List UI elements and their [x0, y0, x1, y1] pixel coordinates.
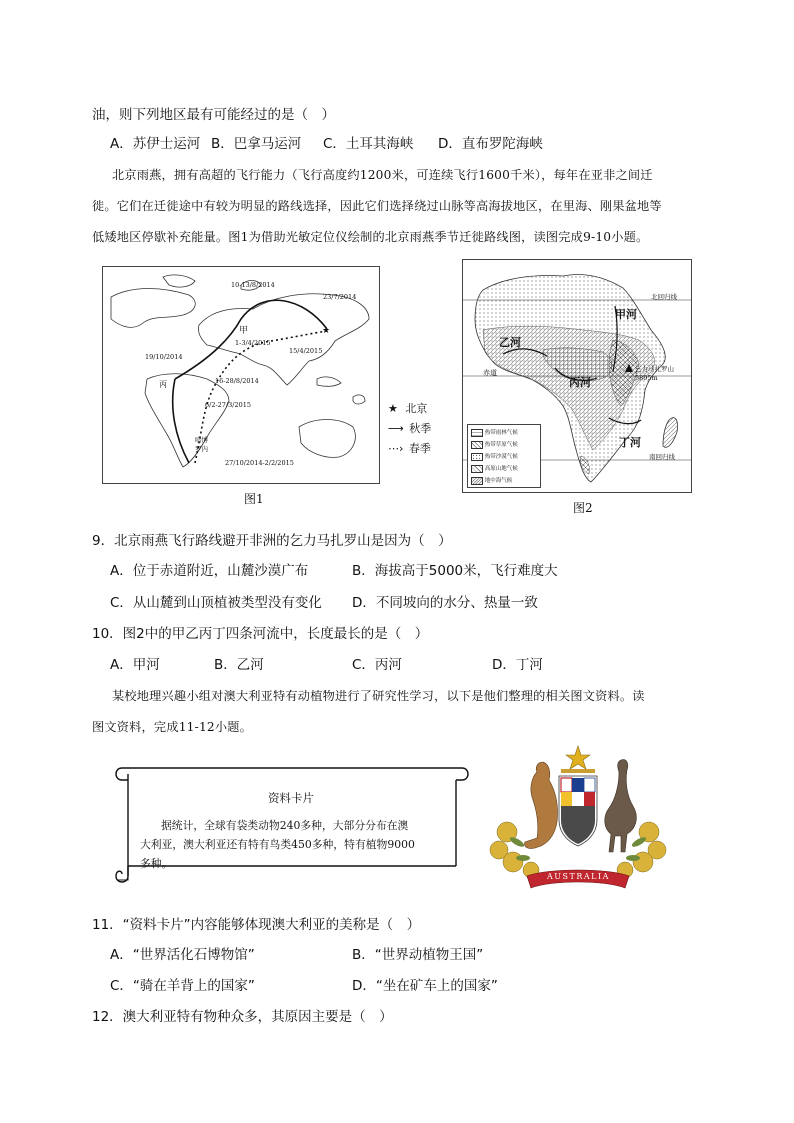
fig2-legend-item: 热带草原气候 [471, 440, 518, 449]
q10-option-a[interactable]: A．甲河 [110, 657, 160, 673]
fig1-date-1: 10-13/8/2014 [231, 281, 275, 289]
resource-card-scroll [108, 762, 473, 888]
q11-option-a[interactable]: A．“世界活化石博物馆” [110, 947, 255, 963]
resource-card-title: 资料卡片 [268, 791, 314, 805]
q12-stem: 12．澳大利亚特有物种众多，其原因主要是（ ） [92, 1009, 393, 1025]
fig2-line-tropic-capricorn: 南回归线 [649, 453, 675, 461]
fig1-date-3: 1-3/4/2015 [235, 339, 271, 347]
q11-option-b[interactable]: B．“世界动植物王国” [352, 947, 484, 963]
fig2-river-jia: 甲河 [615, 308, 637, 321]
q8-stem-tail: 油，则下列地区最有可能经过的是（ ） [92, 107, 335, 123]
fig2-legend-item: 地中海气候 [471, 476, 512, 485]
q11-option-c[interactable]: C．“骑在羊背上的国家” [110, 978, 255, 994]
resource-card-line-3: 多种。 [140, 857, 173, 870]
fig2-line-equator: 赤道 [483, 369, 497, 377]
q9-option-a[interactable]: A．位于赤道附近，山麓沙漠广布 [110, 563, 309, 579]
fig2-legend [467, 424, 541, 488]
passage1-line-1: 北京雨燕，拥有高超的飞行能力（飞行高度约1200米，可连续飞行1600千米），每年在亚非之间迁 [112, 168, 653, 182]
fig2-legend-item: 高原山地气候 [471, 464, 518, 473]
fig1-date-4: 19/10/2014 [145, 353, 183, 361]
fig1-place-gaborone: 哈博罗内 [195, 436, 208, 453]
fig1-date-6: 16-28/8/2014 [215, 377, 259, 385]
solid-arrow-icon: ⟶ [388, 422, 404, 435]
passage2-line-2: 图文资料，完成11-12小题。 [92, 720, 253, 734]
fig2-river-yi: 乙河 [499, 336, 521, 349]
q8-option-a[interactable]: A．苏伊士运河 [110, 136, 201, 152]
fig2-river-bing: 丙河 [569, 376, 591, 389]
fig2-mountain-label: 乞力马扎罗山 [635, 365, 674, 373]
q9-option-c[interactable]: C．从山麓到山顶植被类型没有变化 [110, 595, 322, 611]
passage2-line-1: 某校地理兴趣小组对澳大利亚特有动植物进行了研究性学习，以下是他们整理的相关图文资料。读 [112, 689, 645, 703]
passage1-line-2: 徙。它们在迁徙途中有较为明显的路线选择，因此它们选择绕过山脉等高海拔地区，在里海、刚果盆地等 [92, 199, 662, 213]
figure-2-caption: 图2 [573, 501, 593, 515]
fig1-place-jia: 甲 [239, 326, 249, 336]
q8-option-c[interactable]: C．土耳其海峡 [323, 136, 414, 152]
figure-1-migration-map [102, 266, 380, 484]
q11-option-d[interactable]: D．“坐在矿车上的国家” [352, 978, 498, 994]
fig1-date-5: 15/4/2015 [289, 347, 323, 355]
fig1-place-bing: 丙 [159, 380, 167, 389]
fig1-legend [388, 400, 448, 460]
q9-option-b[interactable]: B．海拔高于5000米，飞行难度大 [352, 563, 558, 579]
svg-text:★: ★ [322, 326, 331, 336]
fig2-elevation-label: 5895m [635, 374, 658, 382]
q8-option-b[interactable]: B．巴拿马运河 [211, 136, 302, 152]
star-icon: ★ [388, 402, 398, 415]
passage1-line-3: 低矮地区停歇补充能量。图1为借助光敏定位仪绘制的北京雨燕季节迁徙路线图，读图完成9-10小题。 [92, 230, 649, 244]
fig1-date-7: 6/2-27/3/2015 [205, 401, 251, 409]
figure-2-africa-map [462, 259, 692, 493]
fig2-legend-item: 热带雨林气候 [471, 428, 518, 437]
q11-stem: 11．“资料卡片”内容能够体现澳大利亚的美称是（ ） [92, 917, 421, 933]
fig1-legend-spring: ⋯› 春季 [388, 442, 431, 455]
dotted-arrow-icon: ⋯› [388, 442, 404, 455]
fig1-legend-beijing: ★ 北京 [388, 402, 428, 415]
q10-option-d[interactable]: D．丁河 [492, 657, 543, 673]
resource-card-line-2: 大利亚，澳大利亚还有特有鸟类450多种，特有植物9000 [140, 838, 415, 851]
fig1-legend-autumn: ⟶ 秋季 [388, 422, 432, 435]
australia-coat-of-arms [487, 742, 669, 892]
coat-of-arms-graphic [487, 742, 669, 892]
q9-option-d[interactable]: D．不同坡向的水分、热量一致 [352, 595, 538, 611]
q9-stem: 9．北京雨燕飞行路线避开非洲的乞力马扎罗山是因为（ ） [92, 533, 452, 549]
q10-option-b[interactable]: B．乙河 [214, 657, 264, 673]
figure-1-caption: 图1 [244, 492, 264, 506]
fig1-date-8: 27/10/2014-2/2/2015 [225, 459, 294, 467]
coat-of-arms-banner-text: AUSTRALIA [547, 872, 610, 881]
q8-option-d[interactable]: D．直布罗陀海峡 [438, 136, 543, 152]
q10-stem: 10．图2中的甲乙丙丁四条河流中，长度最长的是（ ） [92, 626, 429, 642]
fig1-date-2: 23/7/2014 [323, 293, 357, 301]
fig2-legend-item: 热带沙漠气候 [471, 452, 518, 461]
resource-card-line-1: 据统计，全球有袋类动物240多种，大部分分布在澳 [161, 819, 409, 832]
fig2-river-ding: 丁河 [619, 436, 641, 449]
fig2-line-tropic-cancer: 北回归线 [651, 293, 677, 301]
q10-option-c[interactable]: C．丙河 [352, 657, 402, 673]
